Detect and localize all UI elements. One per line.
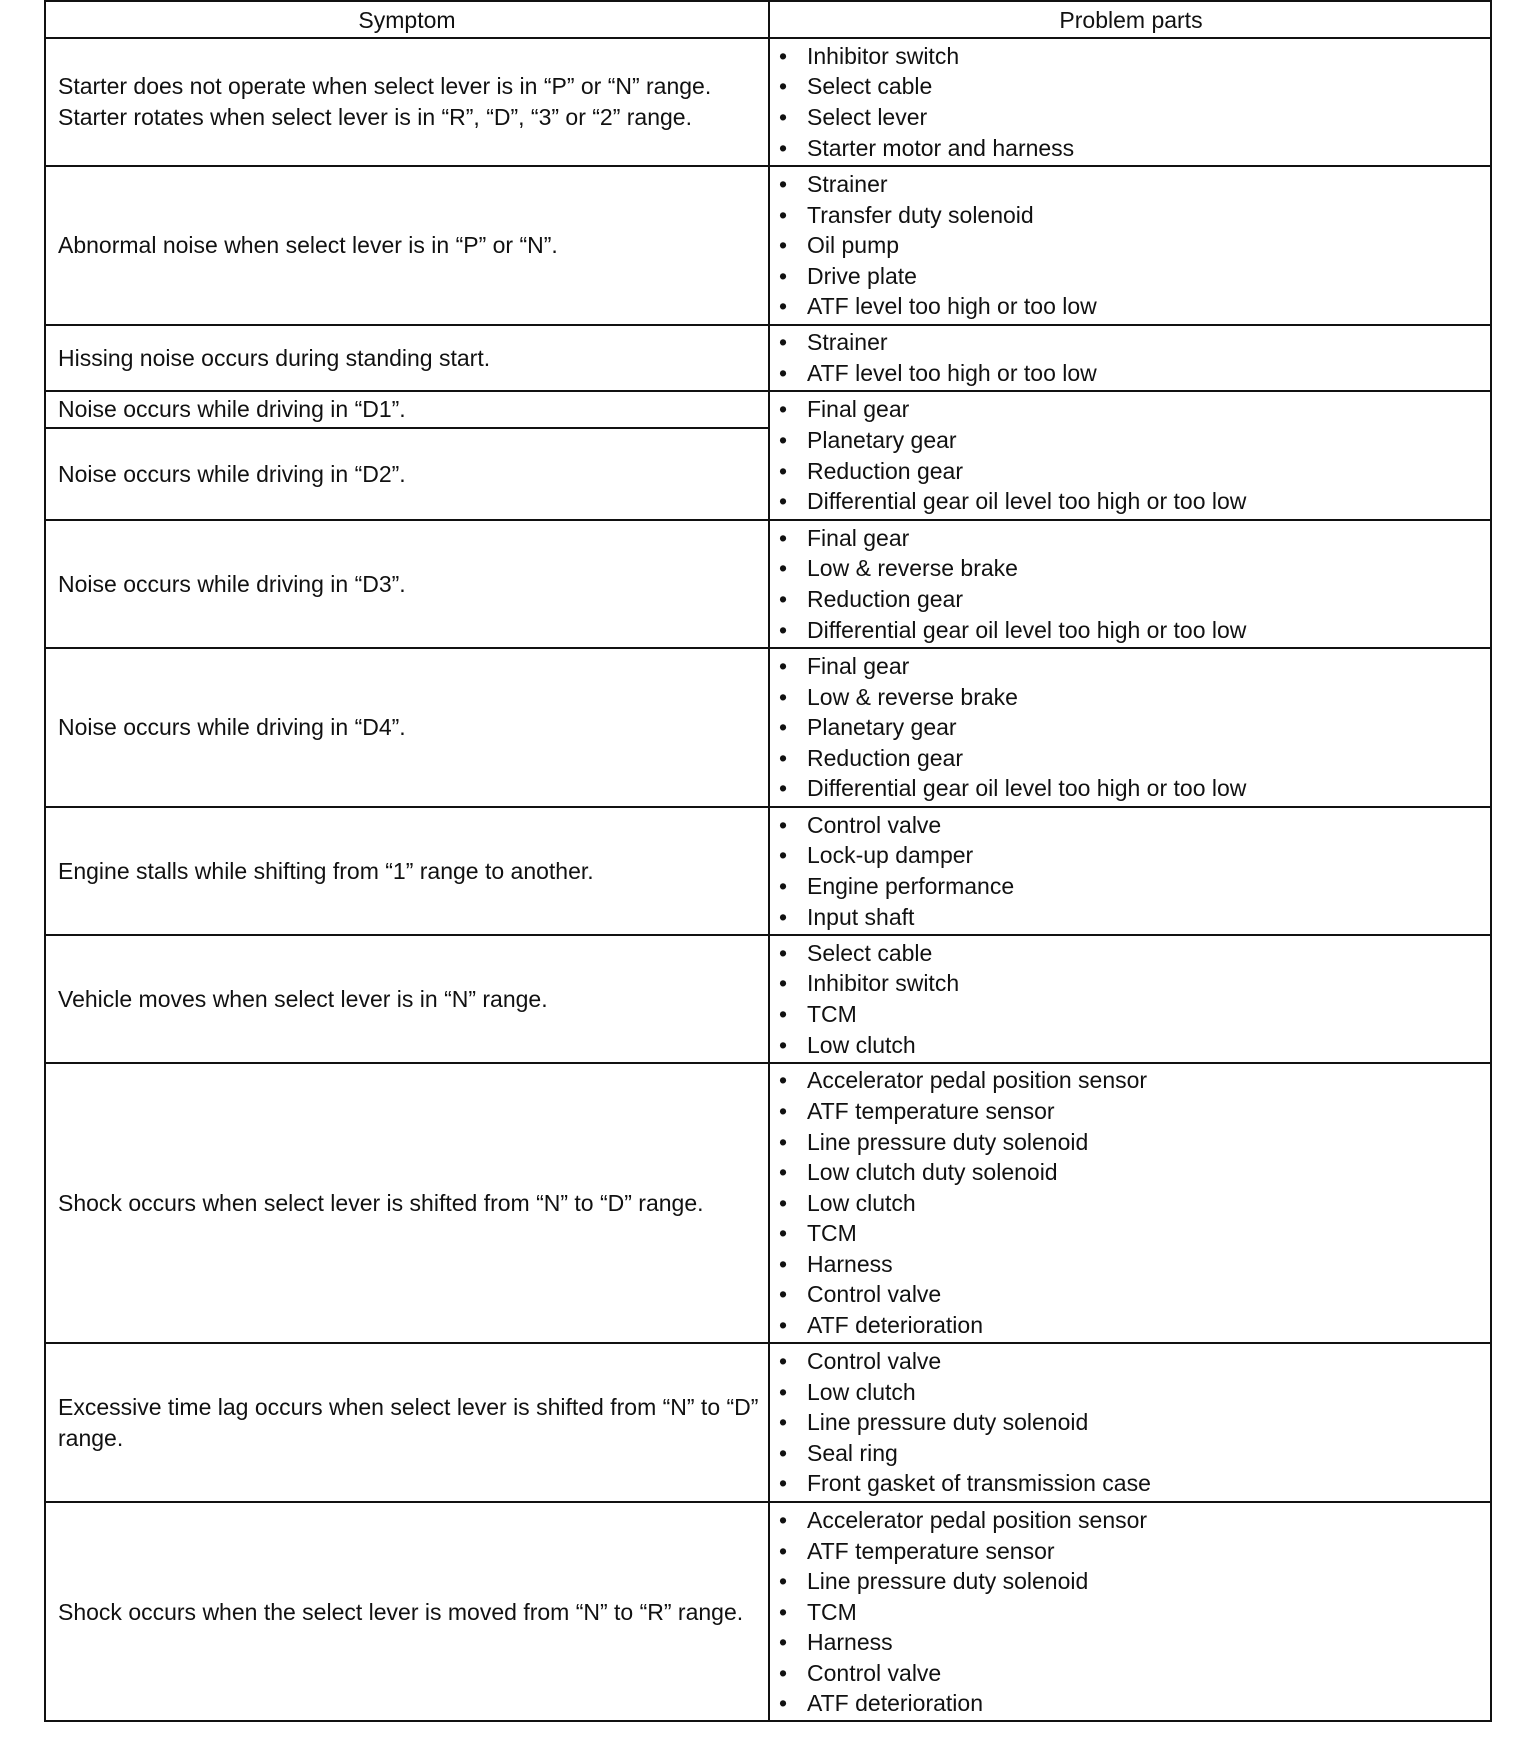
symptom-cell: Noise occurs while driving in “D3”.	[58, 570, 406, 597]
symptom-table	[44, 0, 1492, 1722]
problem-part-item: • Select lever	[770, 102, 1492, 133]
problem-part-item: • Starter motor and harness	[770, 133, 1492, 164]
problem-part-item: • Accelerator pedal position sensor	[770, 1505, 1492, 1536]
problem-parts-list	[770, 167, 1492, 324]
problem-part-item: • Differential gear oil level too high or too low	[770, 773, 1492, 804]
problem-parts-list	[770, 39, 1492, 165]
problem-part-item: • Seal ring	[770, 1438, 1492, 1469]
problem-parts-list	[770, 649, 1492, 806]
problem-part-item: • Final gear	[770, 394, 1492, 425]
problem-part-item: • Low clutch	[770, 1377, 1492, 1408]
problem-part-item: • Planetary gear	[770, 712, 1492, 743]
problem-part-item: • Reduction gear	[770, 584, 1492, 615]
problem-part-item: • ATF deterioration	[770, 1688, 1492, 1719]
problem-part-item: • Differential gear oil level too high or too low	[770, 486, 1492, 517]
problem-parts-header: Problem parts	[1059, 7, 1203, 33]
problem-part-item: • Control valve	[770, 1279, 1492, 1310]
problem-part-item: • Reduction gear	[770, 456, 1492, 487]
problem-part-item: • Transfer duty solenoid	[770, 200, 1492, 231]
problem-part-item: • Select cable	[770, 71, 1492, 102]
problem-part-item: • Line pressure duty solenoid	[770, 1407, 1492, 1438]
symptom-cell: Vehicle moves when select lever is in “N” range.	[58, 985, 548, 1012]
problem-parts-list	[770, 326, 1492, 390]
row-divider	[46, 519, 1492, 521]
problem-part-item: • ATF temperature sensor	[770, 1536, 1492, 1567]
problem-parts-list	[770, 1344, 1492, 1501]
header-divider	[46, 37, 1492, 39]
row-divider	[46, 1342, 1492, 1344]
problem-part-item: • ATF level too high or too low	[770, 291, 1492, 322]
problem-parts-list	[770, 1503, 1492, 1721]
row-divider	[46, 324, 1492, 326]
symptom-cell: Hissing noise occurs during standing start.	[58, 344, 491, 371]
row-divider	[46, 1501, 1492, 1503]
problem-part-item: • Low & reverse brake	[770, 682, 1492, 713]
problem-part-item: • Final gear	[770, 651, 1492, 682]
symptom-cell: Shock occurs when select lever is shifted from “N” to “D” range.	[58, 1189, 704, 1216]
problem-parts-list	[770, 392, 1492, 519]
row-divider	[46, 647, 1492, 649]
problem-part-item: • Harness	[770, 1627, 1492, 1658]
row-divider	[46, 165, 1492, 167]
problem-part-item: • Control valve	[770, 810, 1492, 841]
symptom-cell: Noise occurs while driving in “D1”.	[58, 396, 406, 422]
problem-part-item: • ATF level too high or too low	[770, 358, 1492, 389]
problem-part-item: • Control valve	[770, 1346, 1492, 1377]
problem-part-item: • Accelerator pedal position sensor	[770, 1065, 1492, 1096]
problem-parts-list	[770, 1064, 1492, 1342]
problem-part-item: • Harness	[770, 1249, 1492, 1280]
problem-part-item: • Input shaft	[770, 902, 1492, 933]
symptom-header: Symptom	[358, 7, 456, 33]
problem-part-item: • Select cable	[770, 938, 1492, 969]
problem-parts-list	[770, 521, 1492, 647]
problem-part-item: • TCM	[770, 1218, 1492, 1249]
row-divider	[46, 1062, 1492, 1064]
problem-part-item: • Planetary gear	[770, 425, 1492, 456]
problem-parts-list	[770, 936, 1492, 1062]
problem-part-item: • TCM	[770, 999, 1492, 1030]
problem-part-item: • Front gasket of transmission case	[770, 1468, 1492, 1499]
problem-part-item: • Engine performance	[770, 871, 1492, 902]
problem-part-item: • Differential gear oil level too high or too low	[770, 615, 1492, 646]
problem-part-item: • Drive plate	[770, 261, 1492, 292]
symptom-cell: Noise occurs while driving in “D4”.	[58, 714, 406, 740]
symptom-cell: Engine stalls while shifting from “1” range to another.	[58, 857, 594, 884]
row-divider	[46, 934, 1492, 936]
row-divider	[46, 390, 1492, 392]
problem-part-item: • Low clutch duty solenoid	[770, 1157, 1492, 1188]
symptom-cell: Starter does not operate when select lever is in “P” or “N” range. Starter rotates when select lever is in “R”, “D”, “3” or “2” range.	[58, 73, 712, 130]
problem-part-item: • Final gear	[770, 523, 1492, 554]
row-divider	[46, 806, 1492, 808]
symptom-cell: Shock occurs when the select lever is moved from “N” to “R” range.	[58, 1598, 744, 1625]
symptom-split-divider	[46, 427, 768, 429]
problem-part-item: • Strainer	[770, 169, 1492, 200]
problem-part-item: • Control valve	[770, 1658, 1492, 1689]
problem-part-item: • Low clutch	[770, 1030, 1492, 1061]
symptom-cell: Noise occurs while driving in “D2”.	[58, 460, 406, 487]
problem-part-item: • TCM	[770, 1597, 1492, 1628]
problem-part-item: • Reduction gear	[770, 743, 1492, 774]
problem-parts-list	[770, 808, 1492, 934]
problem-part-item: • Line pressure duty solenoid	[770, 1127, 1492, 1158]
problem-part-item: • ATF temperature sensor	[770, 1096, 1492, 1127]
problem-part-item: • Low clutch	[770, 1188, 1492, 1219]
problem-part-item: • Oil pump	[770, 230, 1492, 261]
problem-part-item: • Line pressure duty solenoid	[770, 1566, 1492, 1597]
problem-part-item: • ATF deterioration	[770, 1310, 1492, 1341]
symptom-cell: Abnormal noise when select lever is in “P” or “N”.	[58, 232, 558, 258]
problem-part-item: • Inhibitor switch	[770, 41, 1492, 72]
problem-part-item: • Inhibitor switch	[770, 968, 1492, 999]
problem-part-item: • Strainer	[770, 327, 1492, 358]
symptom-cell: Excessive time lag occurs when select lever is shifted from “N” to “D” range.	[58, 1393, 759, 1451]
problem-part-item: • Low & reverse brake	[770, 553, 1492, 584]
problem-part-item: • Lock-up damper	[770, 840, 1492, 871]
